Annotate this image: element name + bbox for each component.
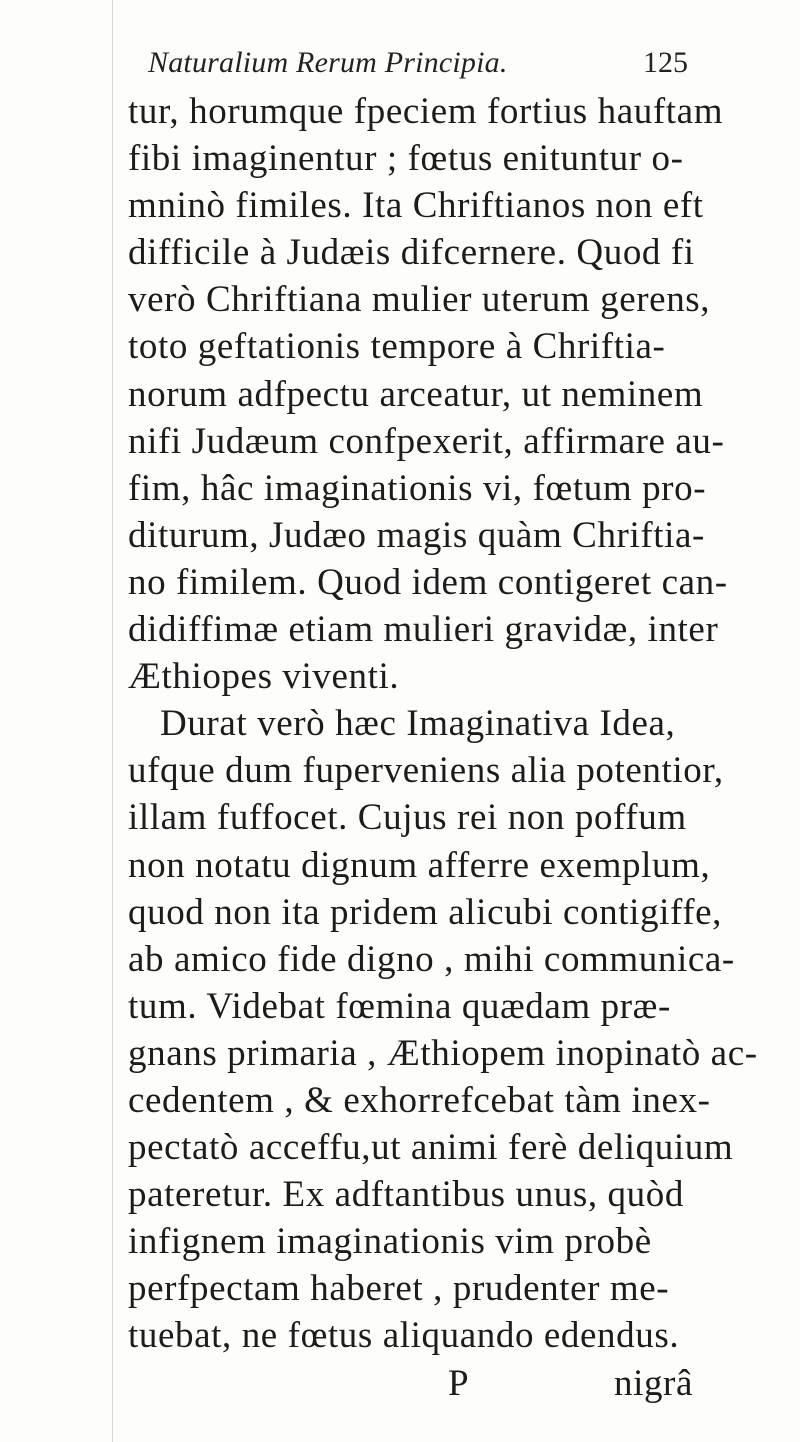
- running-title: Naturalium Rerum Principia.: [148, 46, 508, 79]
- text-line: pectatò acceffu,ut animi ferè deliquium: [128, 1127, 734, 1169]
- text-line: didiffimæ etiam mulieri gravidæ, inter: [128, 609, 719, 651]
- signature-mark: P: [448, 1362, 470, 1404]
- text-line: mninò fimiles. Ita Chriftianos non eft: [128, 185, 704, 227]
- page-number: 125: [643, 46, 688, 79]
- footer-line: [128, 1360, 753, 1407]
- text-line: quod non ita pridem alicubi contigiffe,: [128, 891, 723, 933]
- text-line: ufque dum fuperveniens alia potentior,: [128, 750, 724, 792]
- text-line: fibi imaginentur ; fœtus enituntur o-: [128, 138, 684, 180]
- text-line: illam fuffocet. Cujus rei non poffum: [128, 797, 687, 839]
- catchword: nigrâ: [613, 1362, 693, 1404]
- text-line: verò Chriftiana mulier uterum gerens,: [128, 279, 711, 321]
- text-line: cedentem , & exhorrefcebat tàm inex-: [128, 1079, 711, 1121]
- text-line: perfpectam haberet , prudenter me-: [128, 1268, 670, 1310]
- text-line: norum adfpectu arceatur, ut neminem: [128, 373, 704, 415]
- text-line: diturum, Judæo magis quàm Chriftia-: [128, 514, 705, 556]
- text-line: toto geftationis tempore à Chriftia-: [128, 326, 666, 368]
- text-line: tur, horumque fpeciem fortius hauftam: [128, 91, 724, 132]
- text-line: gnans primaria , Æthiopem inopinatò ac-: [128, 1032, 758, 1074]
- text-line: infignem imaginationis vim probè: [128, 1221, 652, 1263]
- text-line: tuebat, ne fœtus aliquando edendus.: [128, 1315, 680, 1357]
- text-line: no fimilem. Quod idem contigeret can-: [128, 561, 728, 603]
- text-line: non notatu dignum afferre exemplum,: [128, 844, 711, 886]
- text-line: nifi Judæum confpexerit, affirmare au-: [128, 420, 725, 462]
- text-line: difficile à Judæis difcernere. Quod fi: [128, 232, 695, 274]
- text-line: tum. Videbat fœmina quædam præ-: [128, 985, 671, 1027]
- running-header: [148, 46, 688, 90]
- text-block: [128, 88, 758, 1407]
- paragraph-start-line: Durat verò hæc Imaginativa Idea,: [160, 703, 676, 745]
- text-line: fim, hâc imaginationis vi, fœtum pro-: [128, 467, 707, 509]
- text-line: Æthiopes viventi.: [128, 656, 400, 698]
- text-line: pateretur. Ex adftantibus unus, quòd: [128, 1174, 684, 1216]
- page-gutter-edge: [112, 0, 113, 1442]
- text-line: ab amico fide digno , mihi communica-: [128, 938, 735, 980]
